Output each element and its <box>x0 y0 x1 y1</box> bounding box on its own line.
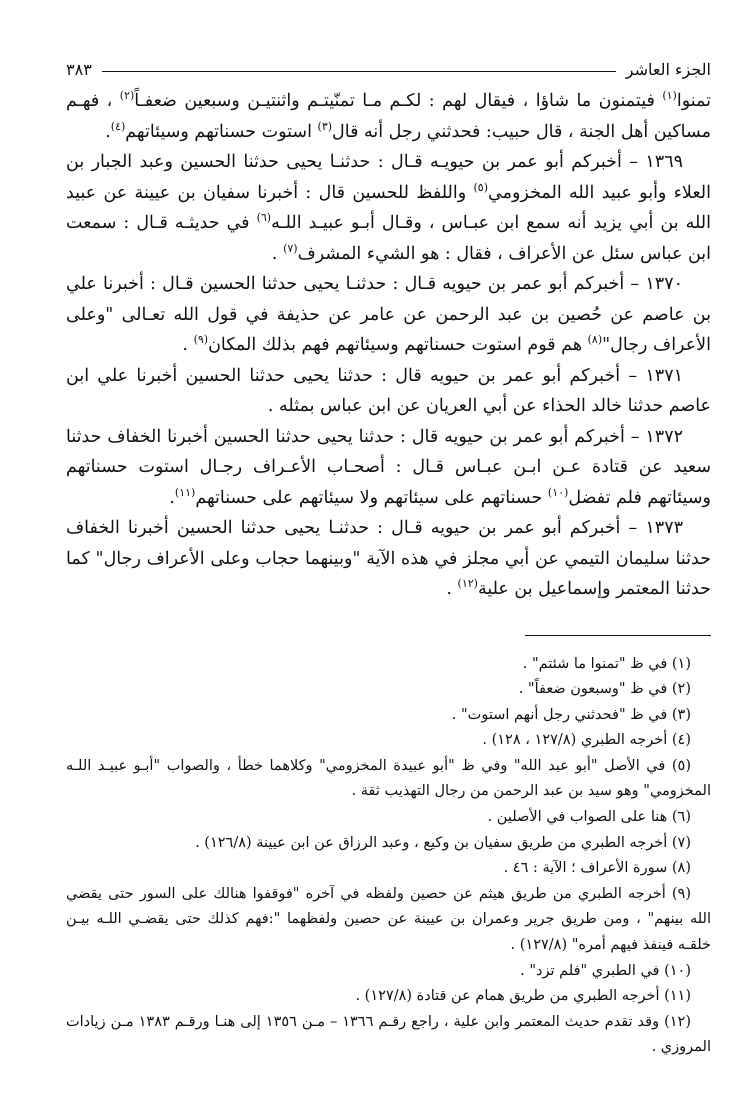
footnote-ref: (٥) <box>473 180 489 194</box>
part-title: الجزء العاشر <box>625 59 711 79</box>
text-run: ، فهـم مساكين أهل الجنة ، قال حبيب: فحدثني رجل أنه قال <box>66 91 711 142</box>
footnote-ref: (٢) <box>119 89 135 103</box>
text-run: حسناتهم على سيئاتهم ولا سيئاتهم على حسناتهم <box>195 487 548 508</box>
footnote-7: (٧) أخرجه الطبري من طريق سفيان بن وكيع ، وعبد الرزاق عن ابن عيينة (١٢٦/٨) . <box>195 834 691 851</box>
text-run: . <box>182 335 194 355</box>
main-text <box>66 86 711 605</box>
running-header <box>66 56 711 82</box>
footnote-9: (٩) أخرجه الطبري من طريق هيثم عن حصين ولفظه في آخره "فوقفوا هنالك على السور حتى يقضي الله بينهم" ، ومن طريق جرير وعمران بن عيينة عن حصين ولفظهما ":فهم كذلك حتى يقضـي اللـه بيـن خلقـه فينفذ فيهم أمره" (١٢٧/٨) . <box>66 885 711 954</box>
footnotes <box>66 652 711 1062</box>
text-run: استوت حسناتهم وسيئاتهم <box>125 121 318 142</box>
text-run: . <box>169 487 175 508</box>
footnote-ref: (٨) <box>587 333 603 347</box>
footnote-ref: (٤) <box>110 119 126 133</box>
hadith-1372 <box>66 422 711 514</box>
text-run: . <box>446 579 458 599</box>
footnote-ref: (١٠) <box>547 485 569 499</box>
footnote-ref: (٣) <box>317 119 333 133</box>
footnote-3: (٣) في ظ "فحدثني رجل أنهم استوت" . <box>451 706 691 723</box>
footnote-ref: (٦) <box>256 211 272 225</box>
book-page <box>66 56 711 1098</box>
hadith-1369 <box>66 147 711 269</box>
text-run: ١٣٧١ – أخبركم أبو عمر بن حيويه قال : حدثنا يحيى حدثنا الحسين أخبرنا علي ابن عاصم حدثنا خالد الحذاء عن أبي العريان عن ابن عباس بمثله . <box>66 365 711 416</box>
text-run: ١٣٧٣ – أخبركم أبو عمر بن حيويه قـال : حدثنـا يحيى حدثنا الحسين أخبرنا الخفاف حدثنا سليمان التيمي عن أبي مجلز في هذه الآية "وبينهما حجاب وعلى الأعراف رجال" كما حدثنا المعتمر وإسماعيل بن علية <box>66 518 711 599</box>
text-run: واللفظ للحسين قال : أخبرنا سفيان بن عيينة عن عبيد الله بن أبي يزيد أنه سمع ابن عبـاس ، وقـال أبـو عبيـد اللـه <box>66 182 711 233</box>
footnote-8: (٨) سورة الأعراف ؛ الآية : ٤٦ . <box>503 860 691 877</box>
footnote-5: (٥) في الأصل "أبو عبد الله" وفي ظ "أبو عبيدة المخزومي" وكلاهما خطأ ، والصواب "أبـو عبيـد اللـه المخزومي" وهو سيد بن عبد الرحمن من رجال التهذيب ثقة . <box>66 757 711 800</box>
hadith-1371 <box>66 361 711 422</box>
text-run: . <box>271 243 284 264</box>
hadith-1373 <box>66 513 711 605</box>
footnote-ref: (١) <box>662 89 677 103</box>
footnote-10: (١٠) في الطبري "فلم تزد" . <box>520 962 691 979</box>
text-run: تمنوا <box>676 91 711 111</box>
footnote-ref: (١١) <box>174 485 196 499</box>
footnote-12: (١٢) وقد تقدم حديث المعتمر وابن علية ، راجع رقـم ١٣٦٦ – مـن ١٣٥٦ إلى هنـا ورقـم ١٣٨٣ مـن زيادات المروزي . <box>66 1013 711 1056</box>
footnote-1: (١) في ظ "تمنوا ما شئتم" . <box>522 655 691 672</box>
hadith-1370 <box>66 269 711 361</box>
paragraph-opening <box>66 86 711 147</box>
text-run: . <box>105 121 111 142</box>
text-run: فيتمنون ما شاؤا ، فيقال لهم : لكـم مـا تمنّيتـم واثنتيـن وسبعين ضعفـاً <box>134 91 663 111</box>
footnote-separator <box>525 635 711 636</box>
header-rule <box>102 71 616 72</box>
footnote-11: (١١) أخرجه الطبري من طريق همام عن قتادة (١٢٧/٨) . <box>355 988 691 1005</box>
footnote-2: (٢) في ظ "وسبعون ضعفاً" . <box>518 681 691 698</box>
footnote-4: (٤) أخرجه الطبري (١٢٧/٨ ، ١٢٨) . <box>482 732 691 749</box>
text-run: ١٣٦٩ – أخبركم أبو عمر بن حيويـه قـال : حدثنـا يحيى حدثنا الحسين وعبد الجبار بن العلاء وأبو عبيد الله المخزومي <box>66 152 711 203</box>
page-number: ٣٨٣ <box>66 59 92 79</box>
footnote-ref: (١٢) <box>457 577 478 591</box>
text-run: ١٣٧٢ – أخبركم أبو عمر بن حيويه قال : حدثنا يحيى حدثنا الحسين أخبرنا الخفاف حدثنا سعيد عن قتادة عـن ابـن عبـاس قـال : أصحـاب الأعـراف رجـال استوت حسناتهم وسيئاتهم فلم تفضل <box>66 426 711 508</box>
text-run: في حديثـه قـال : سمعت ابن عباس سئل عن الأعراف ، فقال : هو الشيء المشرف <box>66 213 711 264</box>
footnote-ref: (٩) <box>193 333 209 347</box>
footnote-ref: (٧) <box>283 241 298 255</box>
text-run: هم قوم استوت حسناتهم وسيئاتهم فهم بذلك المكان <box>208 335 588 355</box>
footnote-6: (٦) هنا على الصواب في الأصلين . <box>487 809 691 826</box>
text-run: ١٣٧٠ – أخبركم أبو عمر بن حيويه قـال : حدثنـا يحيى حدثنا الحسين قـال : أخبرنا علي بن عاصم عن حُصين بن عبد الرحمن عن عامر عن حذيفة في قول الله تعـالى "وعلى الأعراف رجال" <box>66 274 711 355</box>
